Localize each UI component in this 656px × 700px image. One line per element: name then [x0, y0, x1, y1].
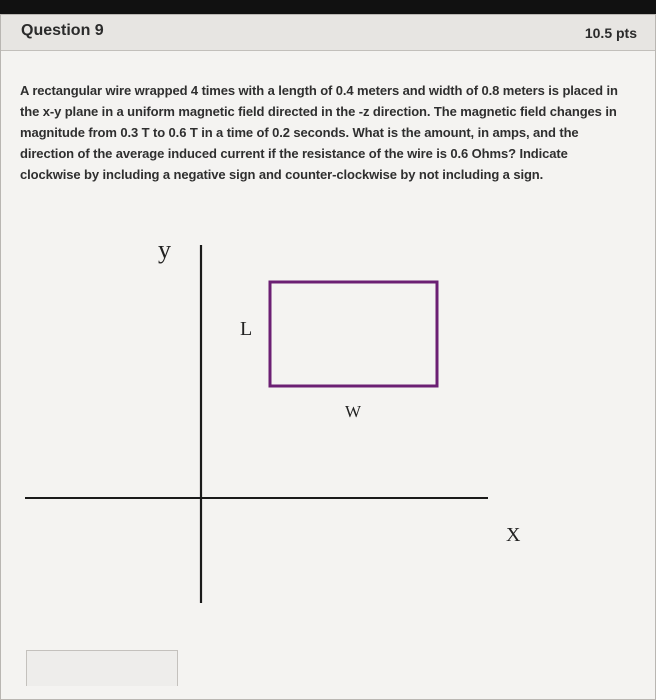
wire-loop-rectangle	[270, 282, 437, 386]
question-line: magnitude from 0.3 T to 0.6 T in a time of 0.2 seconds. What is the amount, in amps, and the	[20, 125, 579, 140]
question-points: 10.5 pts	[584, 25, 637, 41]
question-line: direction of the average induced current if the resistance of the wire is 0.6 Ohms? Indicate	[20, 146, 568, 161]
question-title: Question 9	[21, 22, 104, 39]
answer-input[interactable]	[26, 650, 178, 686]
width-label: W	[345, 402, 362, 421]
length-label: L	[240, 318, 253, 340]
y-axis-label: y	[158, 235, 171, 264]
x-axis-label: X	[506, 524, 521, 546]
question-line: A rectangular wire wrapped 4 times with a length of 0.4 meters and width of 0.8 meters is placed in	[20, 83, 618, 98]
question-line: clockwise by including a negative sign and counter-clockwise by not including a sign.	[20, 167, 544, 182]
question-line: the x-y plane in a uniform magnetic field directed in the -z direction. The magnetic field changes in	[20, 104, 617, 119]
